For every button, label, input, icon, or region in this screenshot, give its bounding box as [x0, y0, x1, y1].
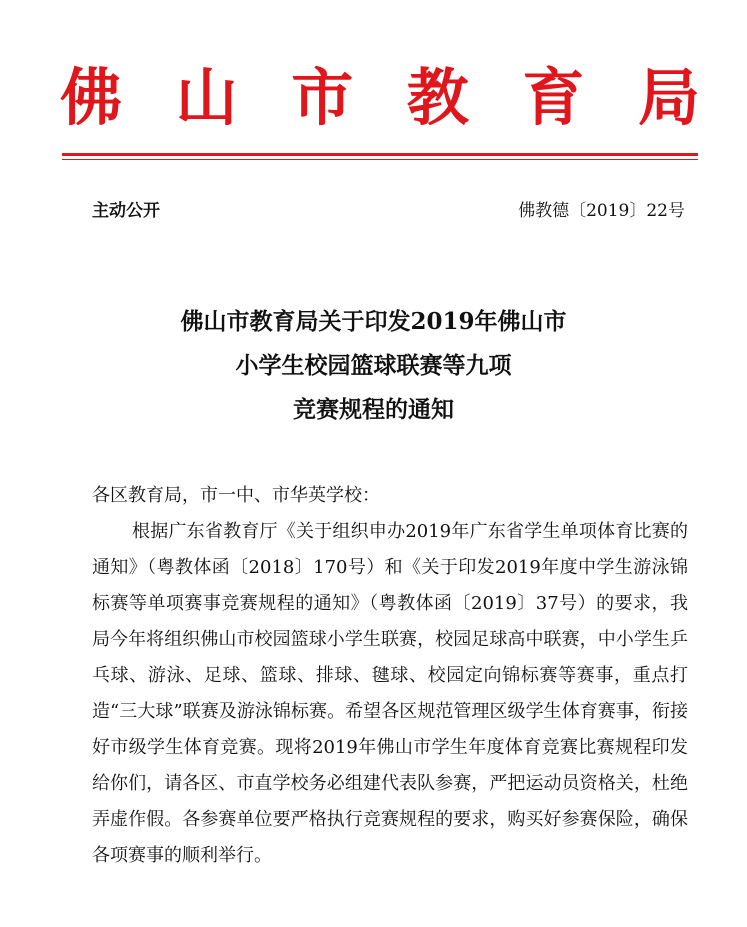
title-line: 小学生校园篮球联赛等九项 [235, 352, 512, 379]
masthead-char: 教 [406, 61, 469, 134]
masthead-char: 山 [175, 61, 238, 134]
document-title [0, 300, 747, 432]
salutation: 各区教育局，市一中、市华英学校： [92, 485, 380, 506]
title-line: 佛山市教育局关于印发2019年佛山市 [180, 308, 567, 335]
masthead-char: 育 [522, 61, 585, 134]
document-body [92, 478, 688, 874]
body-paragraph: 根据广东省教育厅《关于组织申办2019年广东省学生单项体育比赛的通知》（粤教体函〔2018〕170号）和《关于印发2019年度中学生游泳锦标赛等单项赛事竞赛规程的通知》（粤教体函〔2019〕37号）的要求，我局今年将组织佛山市校园篮球小学生联赛，校园足球高中联赛，中小学生乒乓球、游泳、足球、篮球、排球、毽球、校园定向锦标赛等赛事，重点打造“三大球”联赛及游泳锦标赛。希望各区规范管理区级学生体育赛事，衔接好市级学生体育竞赛。现将2019年佛山市学生年度体育竞赛比赛规程印发给你们，请各区、市直学校务必组建代表队参赛，严把运动员资格关，杜绝弄虚作假。各参赛单位要严格执行竞赛规程的要求，购买好参赛保险，确保各项赛事的顺利举行。 [92, 521, 688, 866]
masthead-char: 局 [637, 61, 700, 134]
header-rule-thick [62, 153, 698, 156]
document-number: 佛教德〔2019〕22号 [518, 201, 685, 221]
disclosure-label: 主动公开 [92, 201, 160, 221]
masthead-char: 市 [291, 61, 354, 134]
header-rule-thin [62, 159, 698, 160]
org-masthead [60, 58, 700, 138]
masthead-char: 佛 [60, 61, 123, 134]
title-line: 竞赛规程的通知 [293, 396, 454, 423]
